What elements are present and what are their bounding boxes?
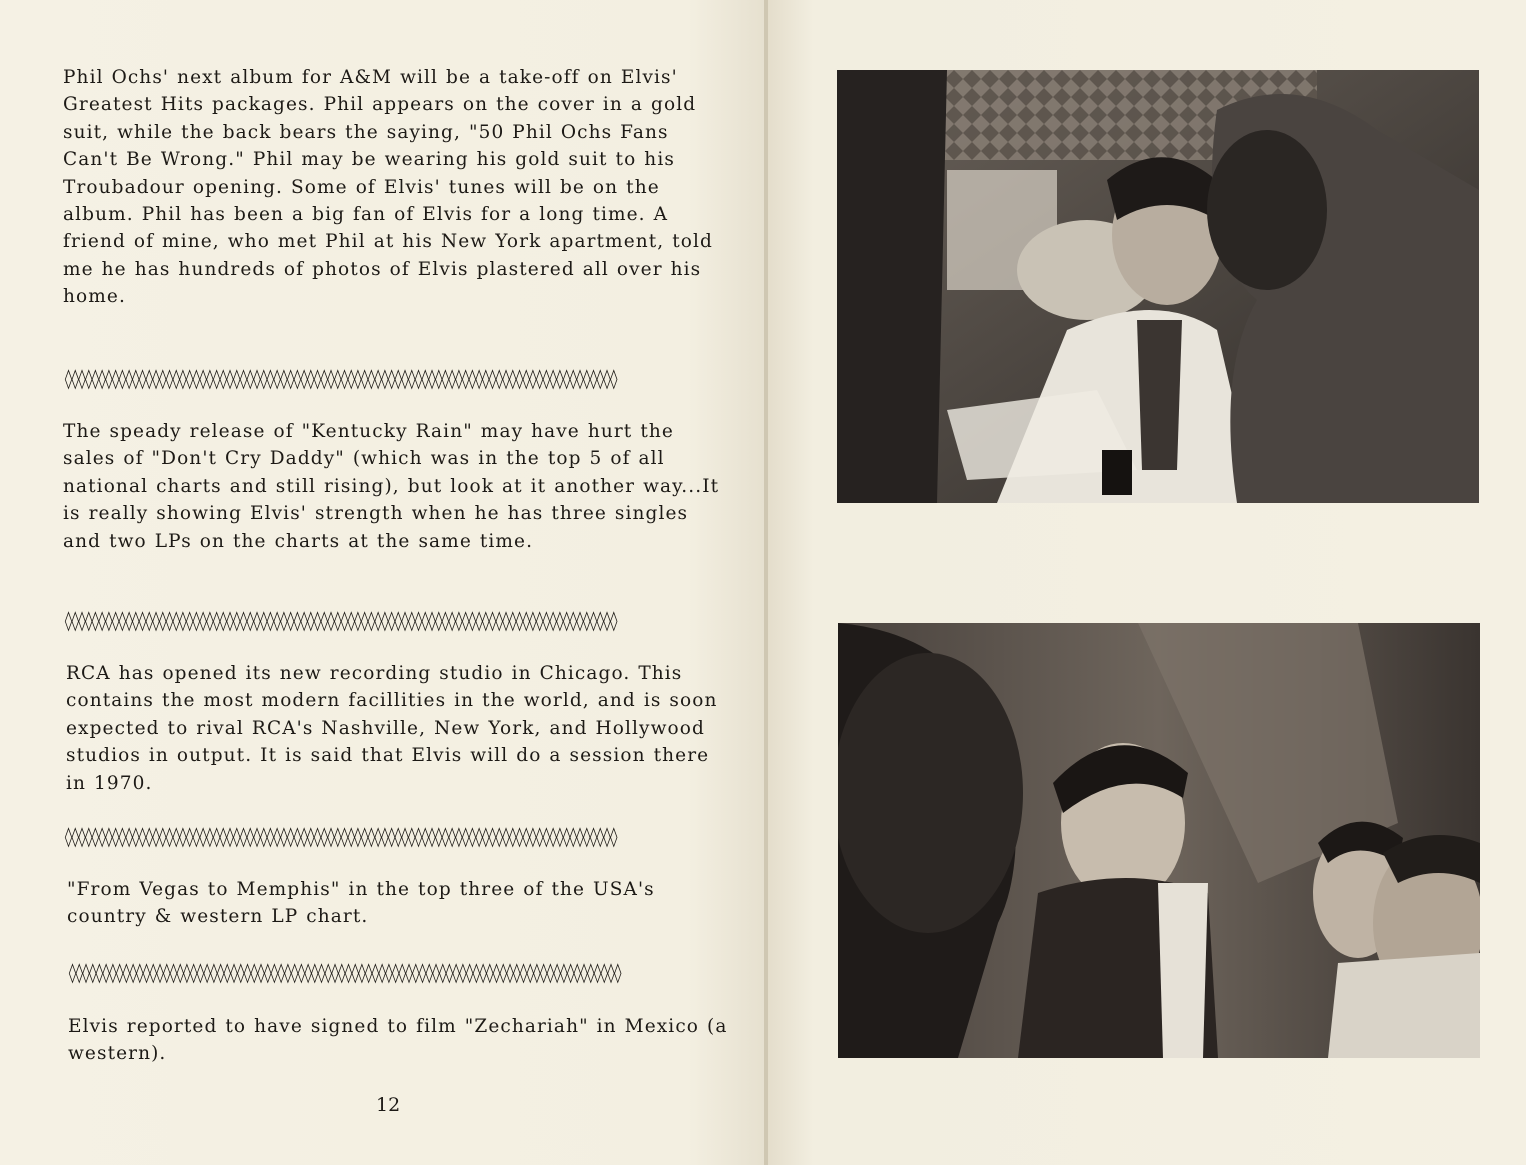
photo-icon — [838, 623, 1480, 1058]
photo-icon — [837, 70, 1479, 503]
ornament-divider: ◊◊◊◊◊◊◊◊◊◊◊◊◊◊◊◊◊◊◊◊◊◊◊◊◊◊◊◊◊◊◊◊◊◊◊◊◊◊◊◊◊◊◊◊◊◊◊◊◊◊◊◊◊◊◊◊◊◊◊◊◊◊◊◊◊◊◊◊◊◊◊◊◊◊◊◊◊◊◊◊◊◊ — [64, 608, 616, 632]
photo-elvis-group — [838, 623, 1480, 1058]
ornament-divider: ◊◊◊◊◊◊◊◊◊◊◊◊◊◊◊◊◊◊◊◊◊◊◊◊◊◊◊◊◊◊◊◊◊◊◊◊◊◊◊◊◊◊◊◊◊◊◊◊◊◊◊◊◊◊◊◊◊◊◊◊◊◊◊◊◊◊◊◊◊◊◊◊◊◊◊◊◊◊◊◊◊◊ — [64, 366, 616, 390]
paragraph-rca-studio: RCA has opened its new recording studio in Chicago. This contains the most modern facillities in the world, and is soon expected to rival RCA's Nashville, New York, and Hollywood studios in output. It is said that Elvis will do a session there in 1970. — [66, 663, 718, 794]
paragraph-vegas-memphis: "From Vegas to Memphis" in the top three of the USA's country & western LP chart. — [67, 879, 655, 928]
bleed-through-text — [838, 500, 1478, 524]
ornament-divider: ◊◊◊◊◊◊◊◊◊◊◊◊◊◊◊◊◊◊◊◊◊◊◊◊◊◊◊◊◊◊◊◊◊◊◊◊◊◊◊◊◊◊◊◊◊◊◊◊◊◊◊◊◊◊◊◊◊◊◊◊◊◊◊◊◊◊◊◊◊◊◊◊◊◊◊◊◊◊◊◊◊◊ — [64, 824, 616, 848]
paragraph-phil-ochs: Phil Ochs' next album for A&M will be a take-off on Elvis' Greatest Hits packages. Phil appears on the cover in a gold suit, while the back bears the saying, "50 Phil Ochs Fans Can't Be Wrong." Phil may be wearing his gold suit to his Troubadour opening. Some of Elvis' tunes will be on the album. Phil has been a big fan of Elvis for a long time. A friend of mine, who met Phil at his New York apartment, told me he has hundreds of photos of Elvis plastered all over his home. — [63, 67, 713, 308]
page-number: 12 — [376, 1094, 401, 1116]
paragraph-kentucky-rain: The speady release of "Kentucky Rain" may have hurt the sales of "Don't Cry Daddy" (which was in the top 5 of all national charts and still rising), but look at it another way...It is really showing Elvis' strength when he has three singles and two LPs on the charts at the same time. — [63, 421, 720, 552]
photo-elvis-signing — [837, 70, 1479, 503]
paragraph-zechariah: Elvis reported to have signed to film "Zechariah" in Mexico (a western). — [68, 1016, 728, 1065]
ornament-divider: ◊◊◊◊◊◊◊◊◊◊◊◊◊◊◊◊◊◊◊◊◊◊◊◊◊◊◊◊◊◊◊◊◊◊◊◊◊◊◊◊◊◊◊◊◊◊◊◊◊◊◊◊◊◊◊◊◊◊◊◊◊◊◊◊◊◊◊◊◊◊◊◊◊◊◊◊◊◊◊◊◊◊ — [68, 960, 620, 984]
